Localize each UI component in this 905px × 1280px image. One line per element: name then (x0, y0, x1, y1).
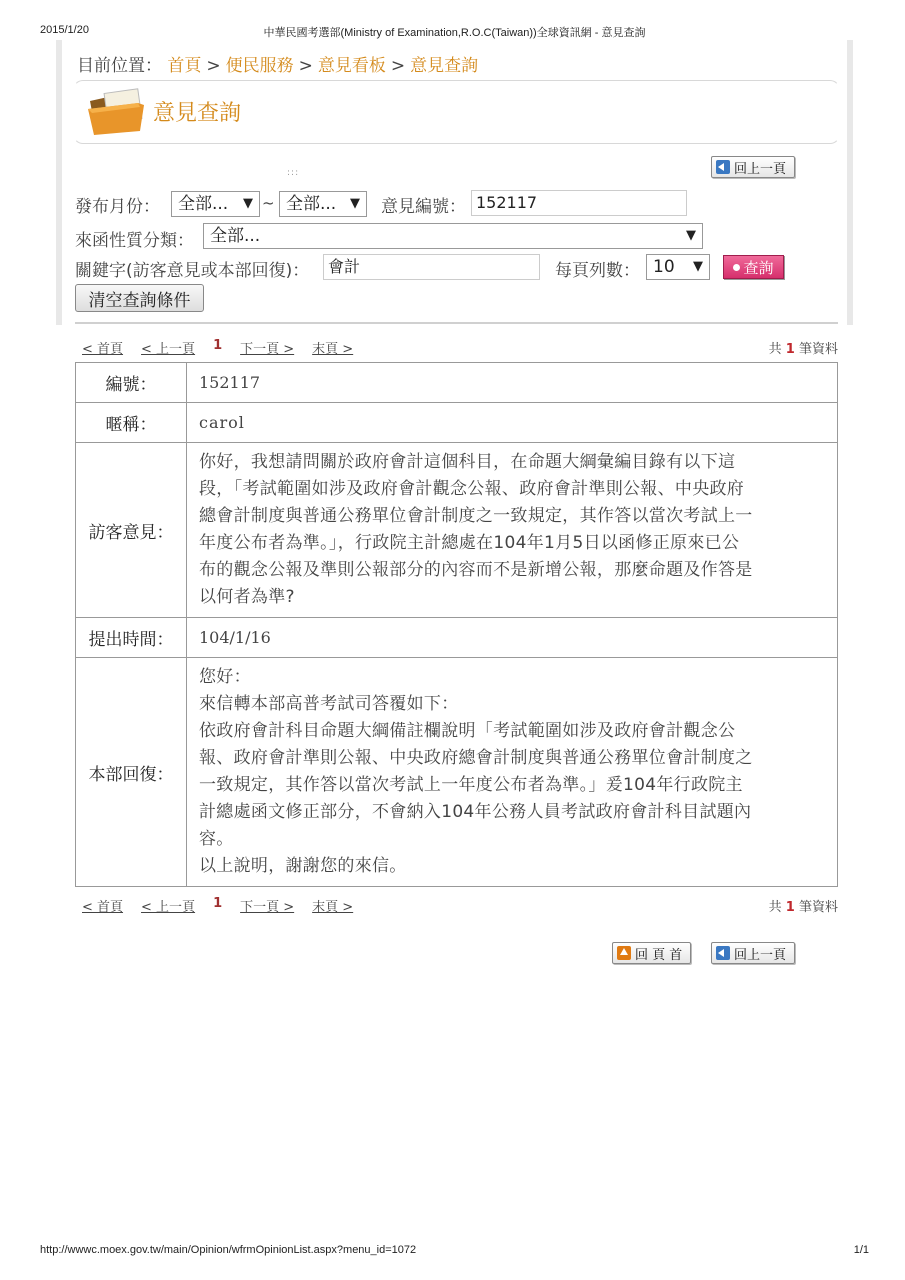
pager-prev-link[interactable]: < 上一頁 (141, 342, 196, 357)
back-button-bottom[interactable] (711, 942, 795, 964)
pager-top (82, 338, 353, 357)
reply-line: 以上說明，謝謝您的來信。 (199, 856, 407, 876)
print-date: 2015/1/20 (40, 24, 89, 36)
month-to-value: 全部... (286, 194, 337, 214)
keyword-input[interactable]: 會計 (323, 254, 540, 280)
month-from-select[interactable] (171, 191, 260, 217)
reply-line: 計總處函文修正部分，不會納入104年公務人員考試政府會計科目試題內 (199, 802, 752, 822)
pager-last-link[interactable]: 末頁 > (312, 342, 354, 357)
back-to-top-button[interactable] (612, 942, 691, 964)
submit-date-header: 提出時間： (76, 618, 187, 658)
nickname-value: carol (187, 403, 838, 443)
nickname-header: 暱稱： (76, 403, 187, 443)
table-row (76, 618, 838, 658)
per-page-label: 每頁列數： (555, 261, 640, 281)
category-value: 全部... (210, 226, 261, 246)
breadcrumb (77, 51, 478, 76)
pager-prev-link[interactable]: < 上一頁 (141, 900, 196, 915)
month-from-value: 全部... (178, 194, 229, 214)
total-suffix: 筆資料 (798, 900, 838, 915)
back-button-label: 回上一頁 (734, 161, 787, 177)
reply-line: 一致規定，其作答以當次考試上一年度公布者為準。」爰104年行政院主 (199, 775, 743, 795)
reply-header: 本部回復： (76, 658, 187, 887)
up-arrow-icon (617, 946, 631, 960)
breadcrumb-home[interactable]: 首頁 (167, 56, 202, 76)
search-button[interactable] (723, 255, 784, 279)
opinion-line: 以何者為準? (199, 587, 295, 607)
month-label: 發布月份： (75, 197, 160, 217)
opinion-id-input[interactable]: 152117 (471, 190, 687, 216)
reply-line: 容。 (199, 829, 234, 849)
opinion-line: 總會計制度與普通公務單位會計制度之一致規定，其作答以當次考試上一 (199, 506, 753, 526)
total-count-bottom (769, 896, 838, 915)
opinion-line: 段，「考試範圍如涉及政府會計觀念公報、政府會計準則公報、中央政府 (199, 479, 745, 499)
breadcrumb-current[interactable]: 意見查詢 (410, 56, 479, 76)
opinion-text (187, 443, 838, 618)
opinion-header: 訪客意見： (76, 443, 187, 618)
breadcrumb-board[interactable]: 意見看板 (317, 56, 386, 76)
clear-conditions-button[interactable]: 清空查詢條件 (75, 284, 204, 312)
reply-line: 報、政府會計準則公報、中央政府總會計制度與普通公務單位會計制度之 (199, 748, 753, 768)
table-row (76, 403, 838, 443)
table-row (76, 658, 838, 887)
breadcrumb-services[interactable]: 便民服務 (225, 56, 294, 76)
reply-line: 您好： (199, 667, 251, 687)
per-page-select[interactable] (646, 254, 710, 280)
keyword-label: 關鍵字(訪客意見或本部回復)： (75, 261, 310, 281)
opinion-line: 你好，我想請問關於政府會計這個科目，在命題大綱彙編目錄有以下這 (199, 452, 736, 472)
chevron-down-icon: ▼ (693, 259, 703, 274)
pager-first-link[interactable]: < 首頁 (82, 900, 124, 915)
back-arrow-icon (716, 160, 730, 174)
drag-handle-dots: ::: (287, 168, 300, 178)
month-to-select[interactable] (279, 191, 367, 217)
table-row (76, 443, 838, 618)
reply-line: 依政府會計科目命題大綱備註欄說明「考試範圍如涉及政府會計觀念公 (199, 721, 736, 741)
chevron-down-icon: ▼ (686, 228, 696, 243)
page-title: 意見查詢 (153, 101, 242, 126)
opinion-line: 年度公布者為準。」，行政院主計總處在104年1月5日以函修正原來已公 (199, 533, 740, 553)
divider (75, 322, 838, 324)
id-header: 編號： (76, 363, 187, 403)
category-label: 來函性質分類： (75, 231, 194, 251)
pager-first-link[interactable]: < 首頁 (82, 342, 124, 357)
opinion-detail-table (75, 362, 838, 887)
total-suffix: 筆資料 (798, 342, 838, 357)
chevron-down-icon: ▼ (243, 196, 253, 211)
breadcrumb-sep: > (206, 56, 221, 76)
breadcrumb-prefix: 目前位置： (77, 56, 162, 76)
back-arrow-icon (716, 946, 730, 960)
total-count: 1 (785, 342, 795, 357)
submit-date-value: 104/1/16 (187, 618, 838, 658)
category-select[interactable] (203, 223, 703, 249)
pager-current-page: 1 (213, 896, 223, 911)
total-count: 1 (785, 900, 795, 915)
breadcrumb-sep: > (390, 56, 406, 76)
total-count-top (769, 338, 838, 357)
breadcrumb-sep: > (298, 56, 313, 76)
pager-current-page: 1 (213, 338, 223, 353)
per-page-value: 10 (653, 257, 675, 277)
month-tilde: ~ (262, 194, 275, 212)
search-button-label: 查詢 (743, 258, 774, 277)
chevron-down-icon: ▼ (350, 196, 360, 211)
back-to-top-label: 回 頁 首 (635, 947, 683, 963)
opinion-id-label: 意見編號： (381, 197, 466, 217)
back-button-label: 回上一頁 (734, 947, 787, 963)
reply-line: 來信轉本部高普考試司答覆如下： (199, 694, 459, 714)
reply-text (187, 658, 838, 887)
pager-next-link[interactable]: 下一頁 > (240, 900, 295, 915)
total-prefix: 共 (768, 342, 782, 357)
id-value: 152117 (187, 363, 838, 403)
total-prefix: 共 (768, 900, 782, 915)
print-url: http://wwwc.moex.gov.tw/main/Opinion/wfrmOpinionList.aspx?menu_id=1072 (40, 1244, 417, 1256)
print-title: 中華民國考選部(Ministry of Examination,R.O.C(Taiwan))全球資訊網 - 意見查詢 (263, 27, 646, 39)
pager-next-link[interactable]: 下一頁 > (240, 342, 295, 357)
table-row (76, 363, 838, 403)
back-button-top[interactable] (711, 156, 795, 178)
search-bullet-icon (733, 264, 740, 271)
pager-last-link[interactable]: 末頁 > (312, 900, 354, 915)
pager-bottom (82, 896, 353, 915)
print-page-number: 1/1 (853, 1244, 869, 1256)
folder-icon (86, 87, 148, 137)
opinion-line: 布的觀念公報及準則公報部分的內容而不是新增公報，那麼命題及作答是 (199, 560, 753, 580)
